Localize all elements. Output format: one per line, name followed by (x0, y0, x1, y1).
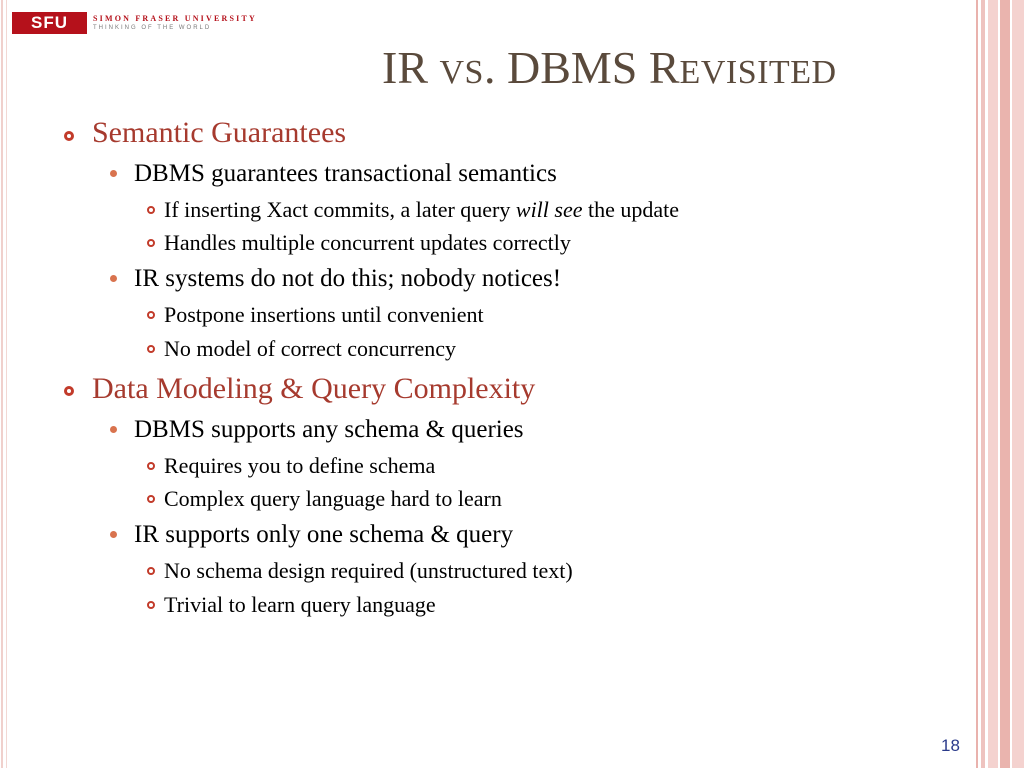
section-heading: Semantic Guarantees (92, 116, 347, 149)
left-border-line-inner (6, 0, 7, 768)
level3-bullet-icon (147, 345, 155, 353)
level2-bullet-icon (110, 275, 117, 282)
emphasis-text: will see (515, 197, 583, 222)
level3-bullet-icon (147, 239, 155, 247)
title-part: EVISITED (679, 54, 837, 91)
page-number: 18 (941, 736, 960, 755)
level3-bullet-icon (147, 567, 155, 575)
level2-bullet-icon (110, 426, 117, 433)
title-part: IR (382, 42, 440, 93)
sub-bullet-point: No schema design required (unstructured text) (164, 558, 573, 583)
level3-bullet-icon (147, 462, 155, 470)
sub-bullet-text: If inserting Xact commits, a later query (164, 197, 516, 222)
sub-bullet-point: Trivial to learn query language (164, 592, 436, 617)
level1-bullet-icon (64, 131, 74, 141)
bullet-point: IR systems do not do this; nobody notices! (134, 265, 562, 292)
slide-title (382, 40, 837, 101)
level1-bullet-icon (64, 386, 74, 396)
bullet-point: IR supports only one schema & query (134, 521, 514, 548)
level2-bullet-icon (110, 531, 117, 538)
right-stripe (1012, 0, 1024, 768)
bullet-point: DBMS supports any schema & queries (134, 416, 524, 443)
logo-mark: SFU (12, 12, 87, 34)
right-stripe (1000, 0, 1010, 768)
sub-bullet-point (164, 197, 679, 223)
level3-bullet-icon (147, 206, 155, 214)
right-stripe (981, 0, 985, 768)
level3-bullet-icon (147, 311, 155, 319)
level3-bullet-icon (147, 495, 155, 503)
bullet-point: DBMS guarantees transactional semantics (134, 160, 557, 187)
logo-wordmark (93, 14, 257, 32)
logo-tagline: THINKING OF THE WORLD (93, 25, 212, 31)
logo-name: SIMON FRASER UNIVERSITY (93, 14, 257, 23)
level3-bullet-icon (147, 601, 155, 609)
title-part: VS (439, 54, 484, 91)
level2-bullet-icon (110, 170, 117, 177)
right-stripe (976, 0, 978, 768)
title-part: . DBMS R (483, 42, 680, 93)
sub-bullet-text: the update (582, 197, 680, 222)
section-heading: Data Modeling & Query Complexity (92, 372, 536, 405)
university-logo (12, 12, 257, 34)
sub-bullet-point: Handles multiple concurrent updates correctly (164, 230, 571, 255)
sub-bullet-point: No model of correct concurrency (164, 336, 456, 361)
sub-bullet-point: Complex query language hard to learn (164, 486, 502, 511)
right-stripe (988, 0, 998, 768)
left-border-line (1, 0, 3, 768)
sub-bullet-point: Postpone insertions until convenient (164, 302, 484, 327)
sub-bullet-point: Requires you to define schema (164, 453, 436, 478)
